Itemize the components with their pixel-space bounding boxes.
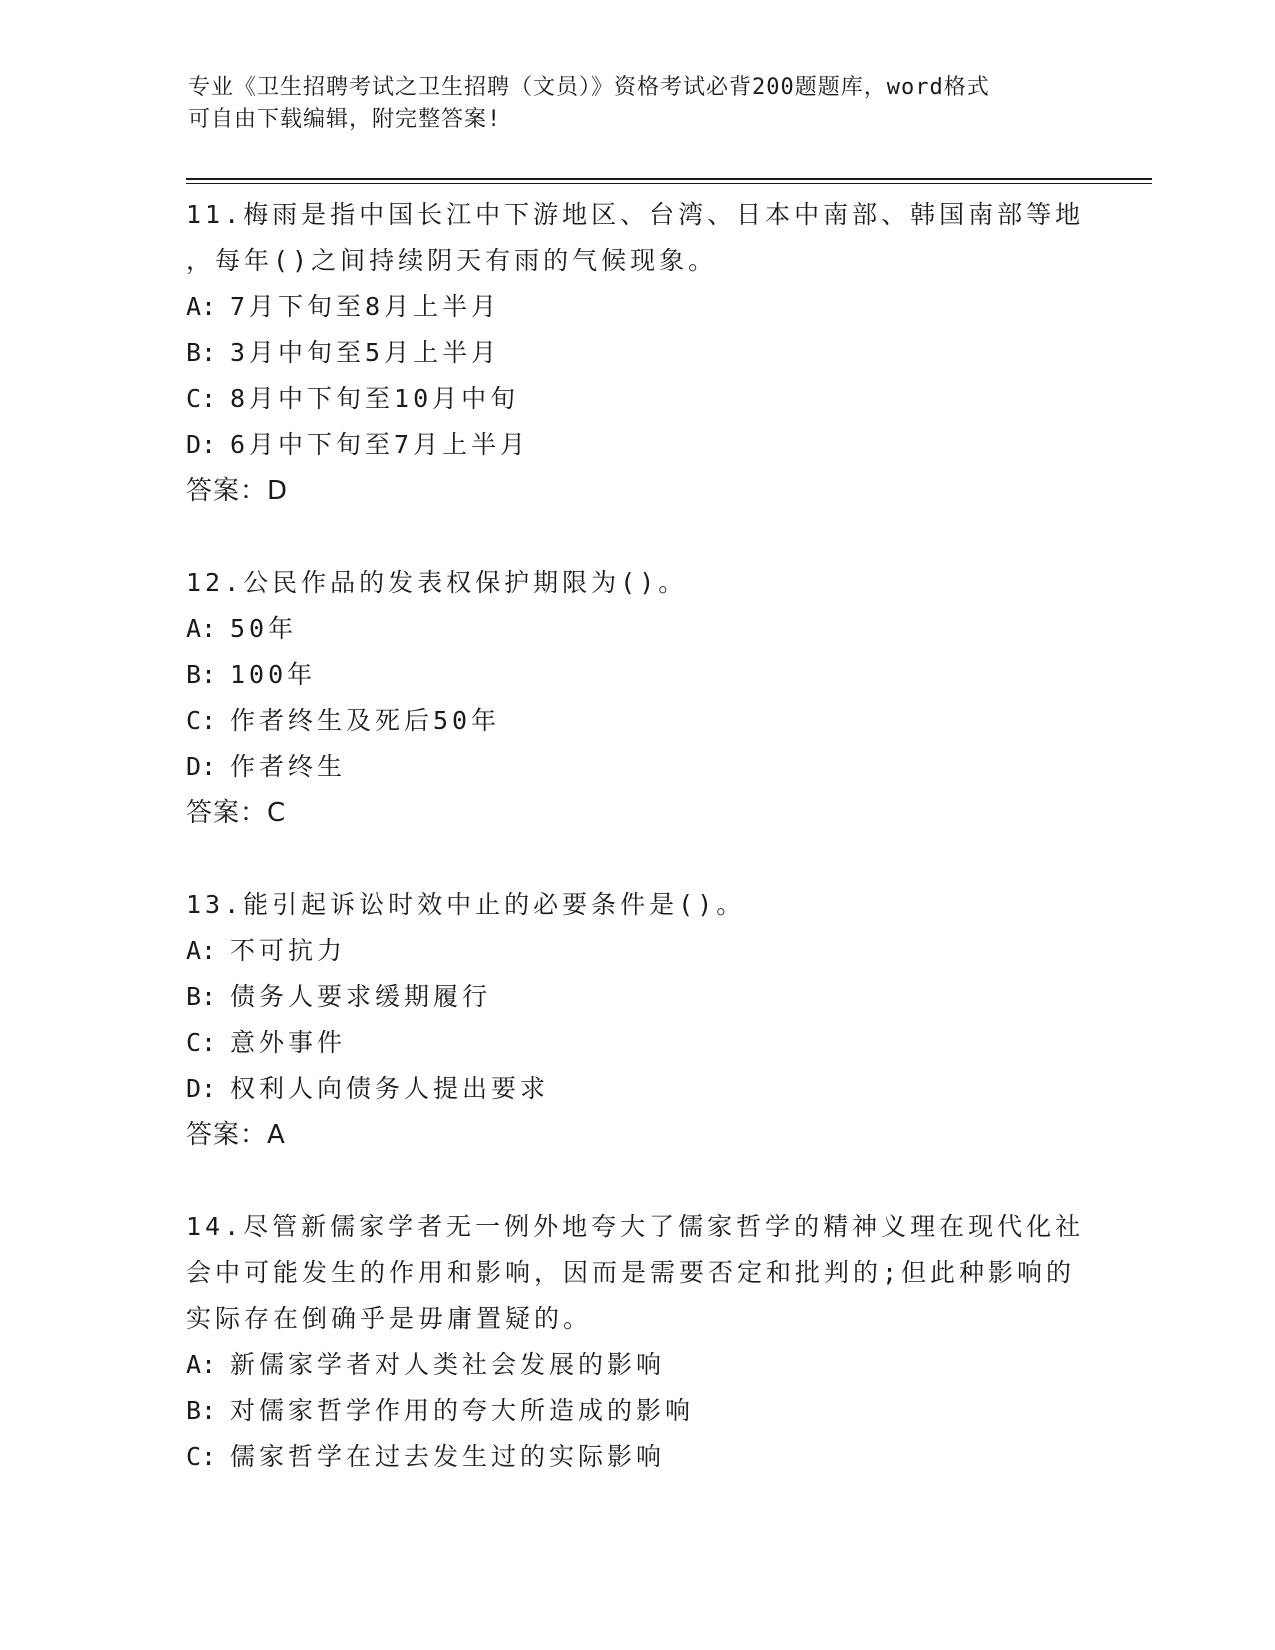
option-letter: B: xyxy=(186,338,217,367)
option-letter: D: xyxy=(186,1074,217,1103)
option-letter: A: xyxy=(186,614,217,643)
option-letter: C: xyxy=(186,706,217,735)
document-header xyxy=(188,72,1088,136)
option-c xyxy=(186,1020,1086,1066)
option-a xyxy=(186,284,1086,330)
option-letter: C: xyxy=(186,1028,217,1057)
answer-line: 答案：A xyxy=(186,1120,286,1150)
question-stem xyxy=(186,882,1086,928)
question-stem-line: 实际存在倒确乎是毋庸置疑的。 xyxy=(186,1304,593,1333)
option-b xyxy=(186,974,1086,1020)
option-text: 对儒家哲学作用的夸大所造成的影响 xyxy=(230,1396,695,1425)
option-text: 50年 xyxy=(230,614,298,643)
option-letter: B: xyxy=(186,660,217,689)
option-text: 6月中下旬至7月上半月 xyxy=(230,430,530,459)
option-d xyxy=(186,422,1086,468)
question-14 xyxy=(186,1204,1086,1480)
question-list xyxy=(186,192,1086,1526)
option-text: 儒家哲学在过去发生过的实际影响 xyxy=(230,1442,666,1471)
option-c xyxy=(186,1434,1086,1480)
option-letter: A: xyxy=(186,292,217,321)
header-divider-thick xyxy=(186,178,1152,180)
option-c xyxy=(186,698,1086,744)
option-letter: D: xyxy=(186,430,217,459)
question-stem-line: 13.能引起诉讼时效中止的必要条件是()。 xyxy=(186,890,746,919)
option-text: 7月下旬至8月上半月 xyxy=(230,292,501,321)
header-line-2: 可自由下载编辑，附完整答案! xyxy=(188,107,502,132)
option-text: 权利人向债务人提出要求 xyxy=(230,1074,550,1103)
question-12 xyxy=(186,560,1086,836)
option-text: 3月中旬至5月上半月 xyxy=(230,338,501,367)
option-text: 作者终生 xyxy=(230,752,347,781)
option-letter: B: xyxy=(186,1396,217,1425)
option-d xyxy=(186,1066,1086,1112)
option-letter: C: xyxy=(186,384,217,413)
question-stem-line: ，每年()之间持续阴天有雨的气候现象。 xyxy=(186,246,718,275)
option-b xyxy=(186,652,1086,698)
option-letter: A: xyxy=(186,936,217,965)
question-stem xyxy=(186,1204,1086,1342)
option-d xyxy=(186,744,1086,790)
question-stem xyxy=(186,192,1086,284)
option-a xyxy=(186,928,1086,974)
option-letter: D: xyxy=(186,752,217,781)
option-text: 新儒家学者对人类社会发展的影响 xyxy=(230,1350,666,1379)
option-text: 作者终生及死后50年 xyxy=(230,706,501,735)
question-stem-line: 11.梅雨是指中国长江中下游地区、台湾、日本中南部、韩国南部等地 xyxy=(186,200,1085,229)
option-b xyxy=(186,1388,1086,1434)
header-divider-thin xyxy=(186,183,1152,184)
question-stem xyxy=(186,560,1086,606)
header-line-1: 专业《卫生招聘考试之卫生招聘（文员）》资格考试必背200题题库，word格式 xyxy=(188,75,990,100)
option-letter: B: xyxy=(186,982,217,1011)
option-letter: A: xyxy=(186,1350,217,1379)
option-text: 8月中下旬至10月中旬 xyxy=(230,384,520,413)
option-a xyxy=(186,1342,1086,1388)
option-a xyxy=(186,606,1086,652)
question-11 xyxy=(186,192,1086,514)
option-c xyxy=(186,376,1086,422)
question-stem-line: 12.公民作品的发表权保护期限为()。 xyxy=(186,568,688,597)
question-13 xyxy=(186,882,1086,1158)
option-text: 100年 xyxy=(230,660,317,689)
option-text: 债务人要求缓期履行 xyxy=(230,982,492,1011)
option-letter: C: xyxy=(186,1442,217,1471)
answer-line: 答案：D xyxy=(186,476,289,506)
answer-line: 答案：C xyxy=(186,798,287,828)
option-text: 意外事件 xyxy=(230,1028,347,1057)
option-text: 不可抗力 xyxy=(230,936,347,965)
question-stem-line: 会中可能发生的作用和影响，因而是需要否定和批判的;但此种影响的 xyxy=(186,1258,1076,1287)
question-stem-line: 14.尽管新儒家学者无一例外地夸大了儒家哲学的精神义理在现代化社 xyxy=(186,1212,1085,1241)
option-b xyxy=(186,330,1086,376)
